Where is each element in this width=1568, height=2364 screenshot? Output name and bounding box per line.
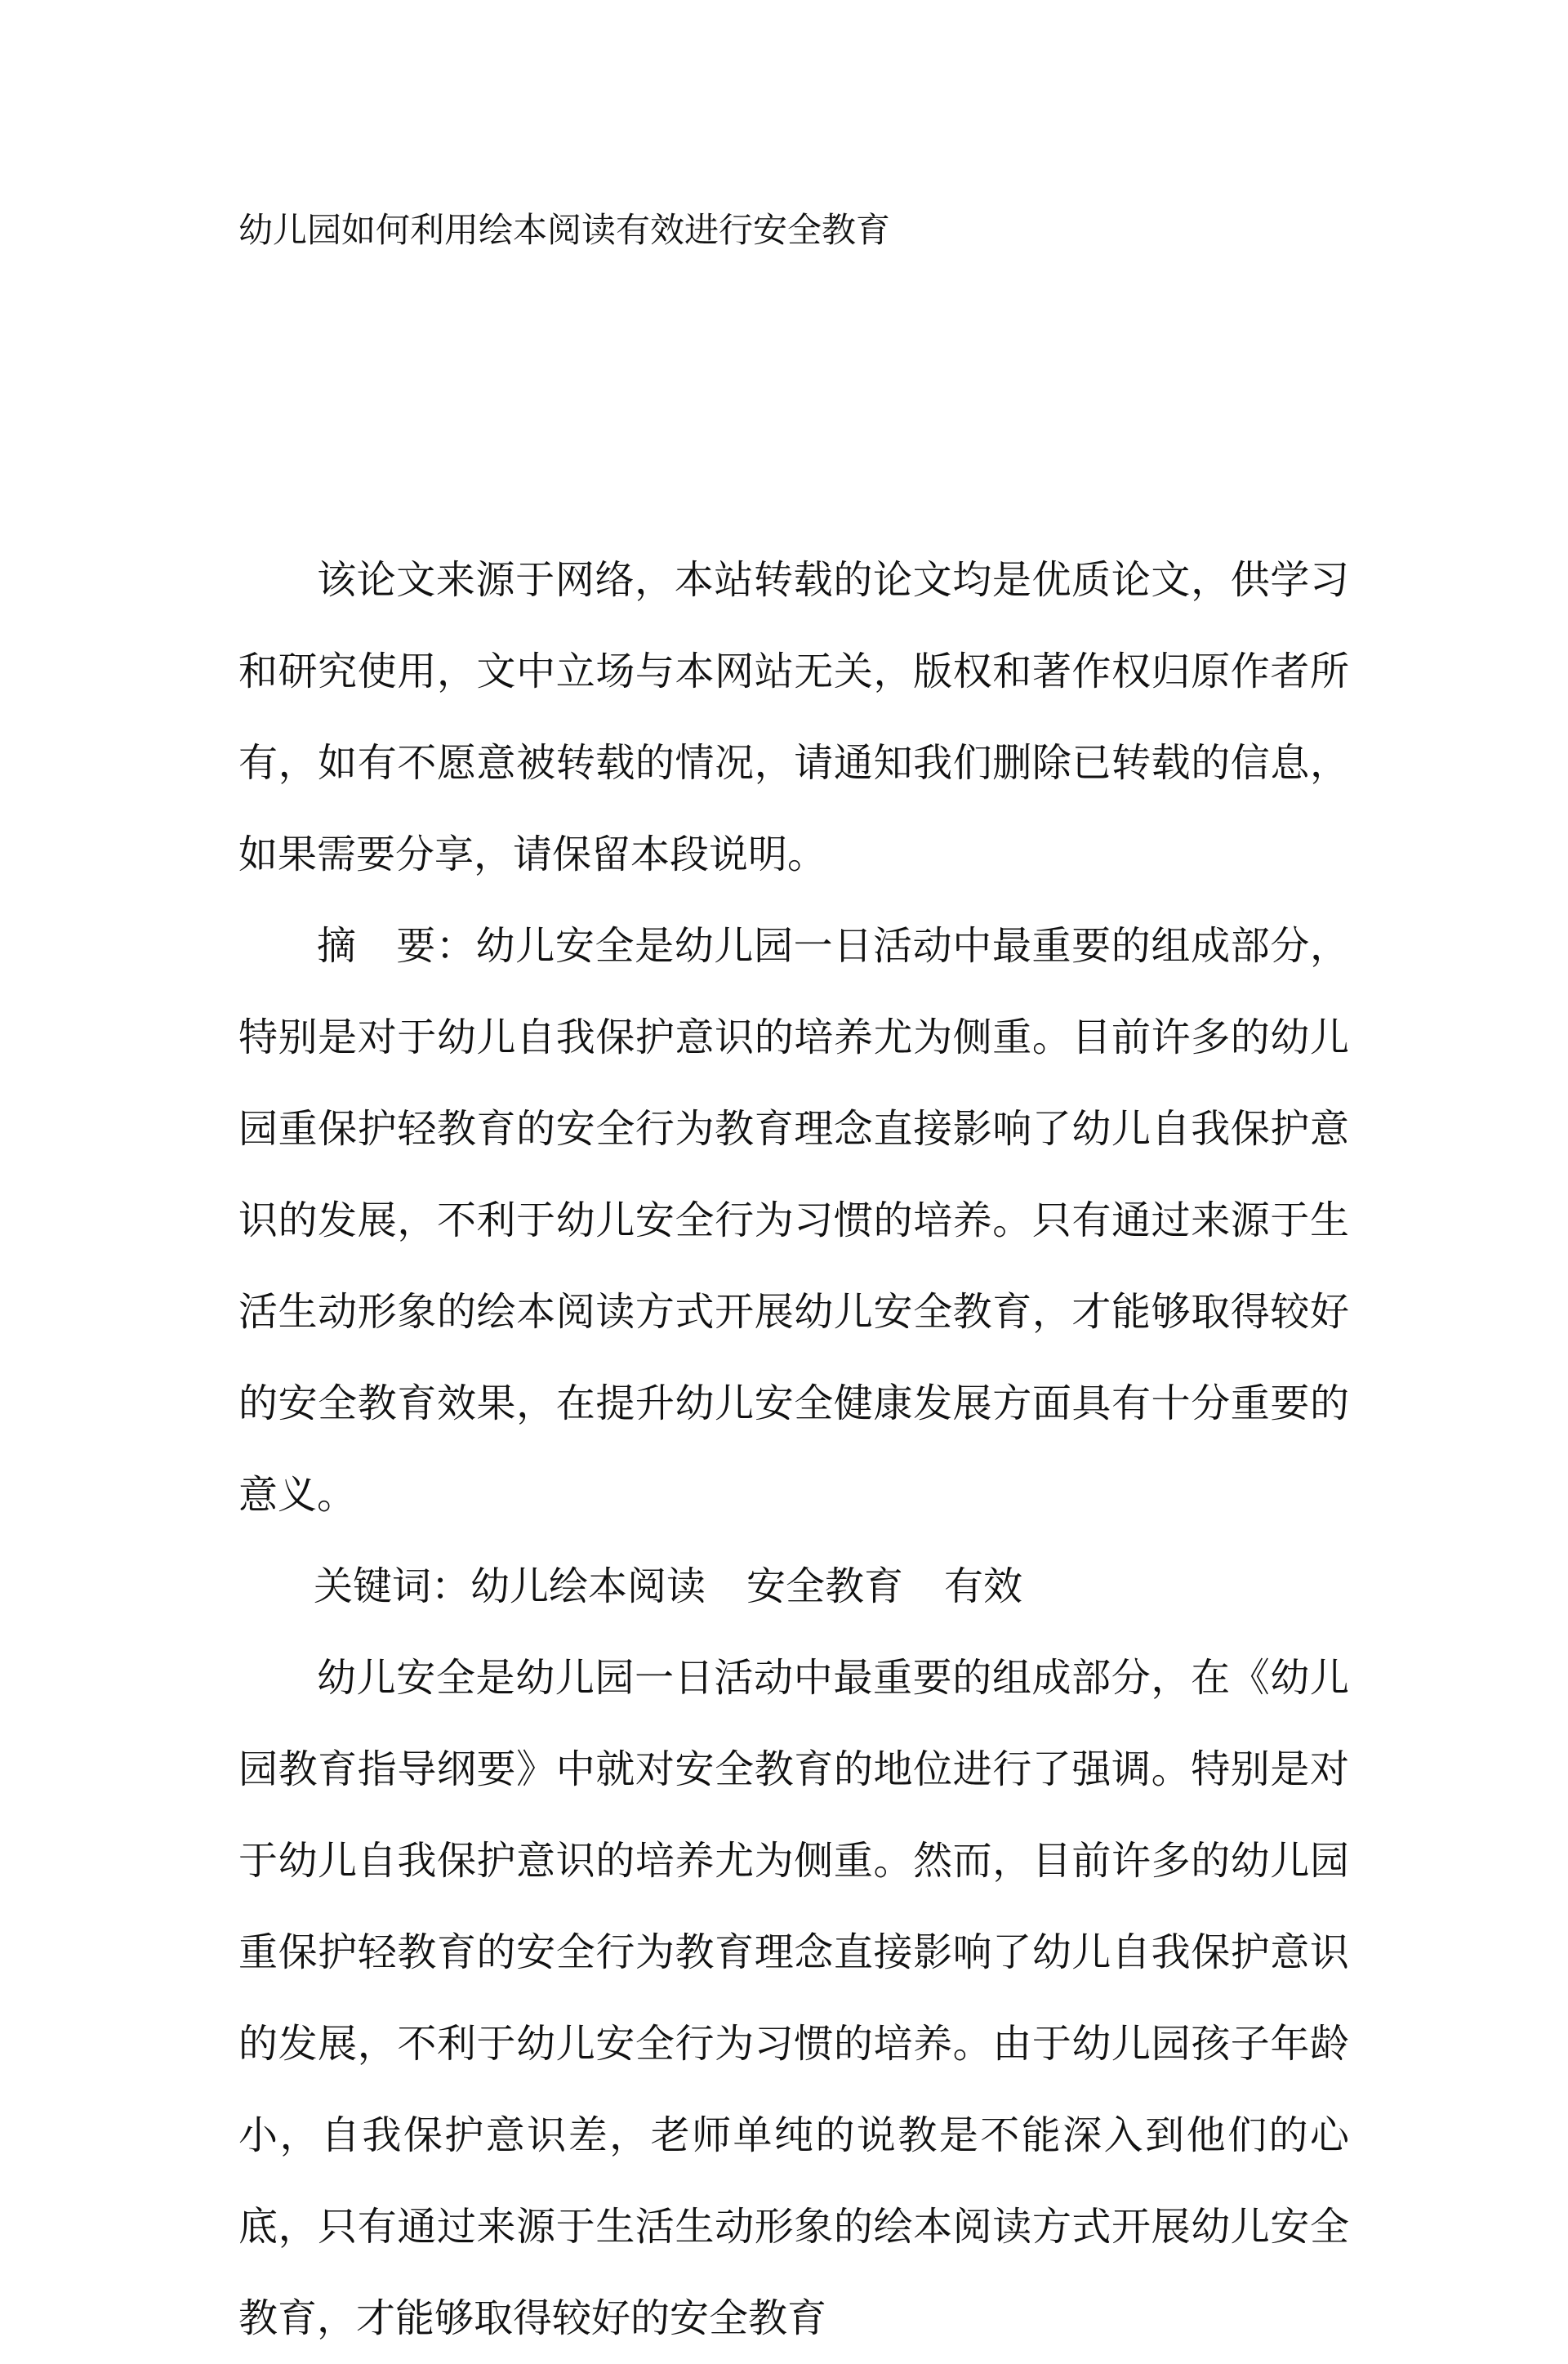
abstract-paragraph: 摘 要：幼儿安全是幼儿园一日活动中最重要的组成部分，特别是对于幼儿自我保护意识的培养尤为侧重。目前许多的幼儿园重保护轻教育的安全行为教育理念直接影响了幼儿自我保护意识的发展，不利于幼儿安全行为习惯的培养。只有通过来源于生活生动形象的绘本阅读方式开展幼儿安全教育，才能够取得较好的安全教育效果，在提升幼儿安全健康发展方面具有十分重要的意义。 [238, 923, 1349, 1518]
keyword-item: 有效 [944, 1563, 1023, 1609]
disclaimer-paragraph: 该论文来源于网络，本站转载的论文均是优质论文，供学习和研究使用，文中立场与本网站无关，版权和著作权归原作者所有，如有不愿意被转载的情况，请通知我们删除已转载的信息，如果需要分享，请保留本段说明。 [238, 557, 1349, 877]
keywords-label: 关键词： [314, 1563, 471, 1609]
keyword-item: 幼儿绘本阅读 [470, 1563, 706, 1609]
keyword-item: 安全教育 [746, 1563, 904, 1609]
document-title: 幼儿园如何利用绘本阅读有效进行安全教育 [238, 210, 891, 250]
document-body [238, 534, 1349, 2364]
body-paragraph: 幼儿安全是幼儿园一日活动中最重要的组成部分，在《幼儿园教育指导纲要》中就对安全教育的地位进行了强调。特别是对于幼儿自我保护意识的培养尤为侧重。然而，目前许多的幼儿园重保护轻教育的安全行为教育理念直接影响了幼儿自我保护意识的发展，不利于幼儿安全行为习惯的培养。由于幼儿园孩子年龄小，自我保护意识差，老师单纯的说教是不能深入到他们的心底，只有通过来源于生活生动形象的绘本阅读方式开展幼儿安全教育，才能够取得较好的安全教育 [238, 1655, 1349, 2341]
keywords-line [238, 1541, 1349, 1632]
